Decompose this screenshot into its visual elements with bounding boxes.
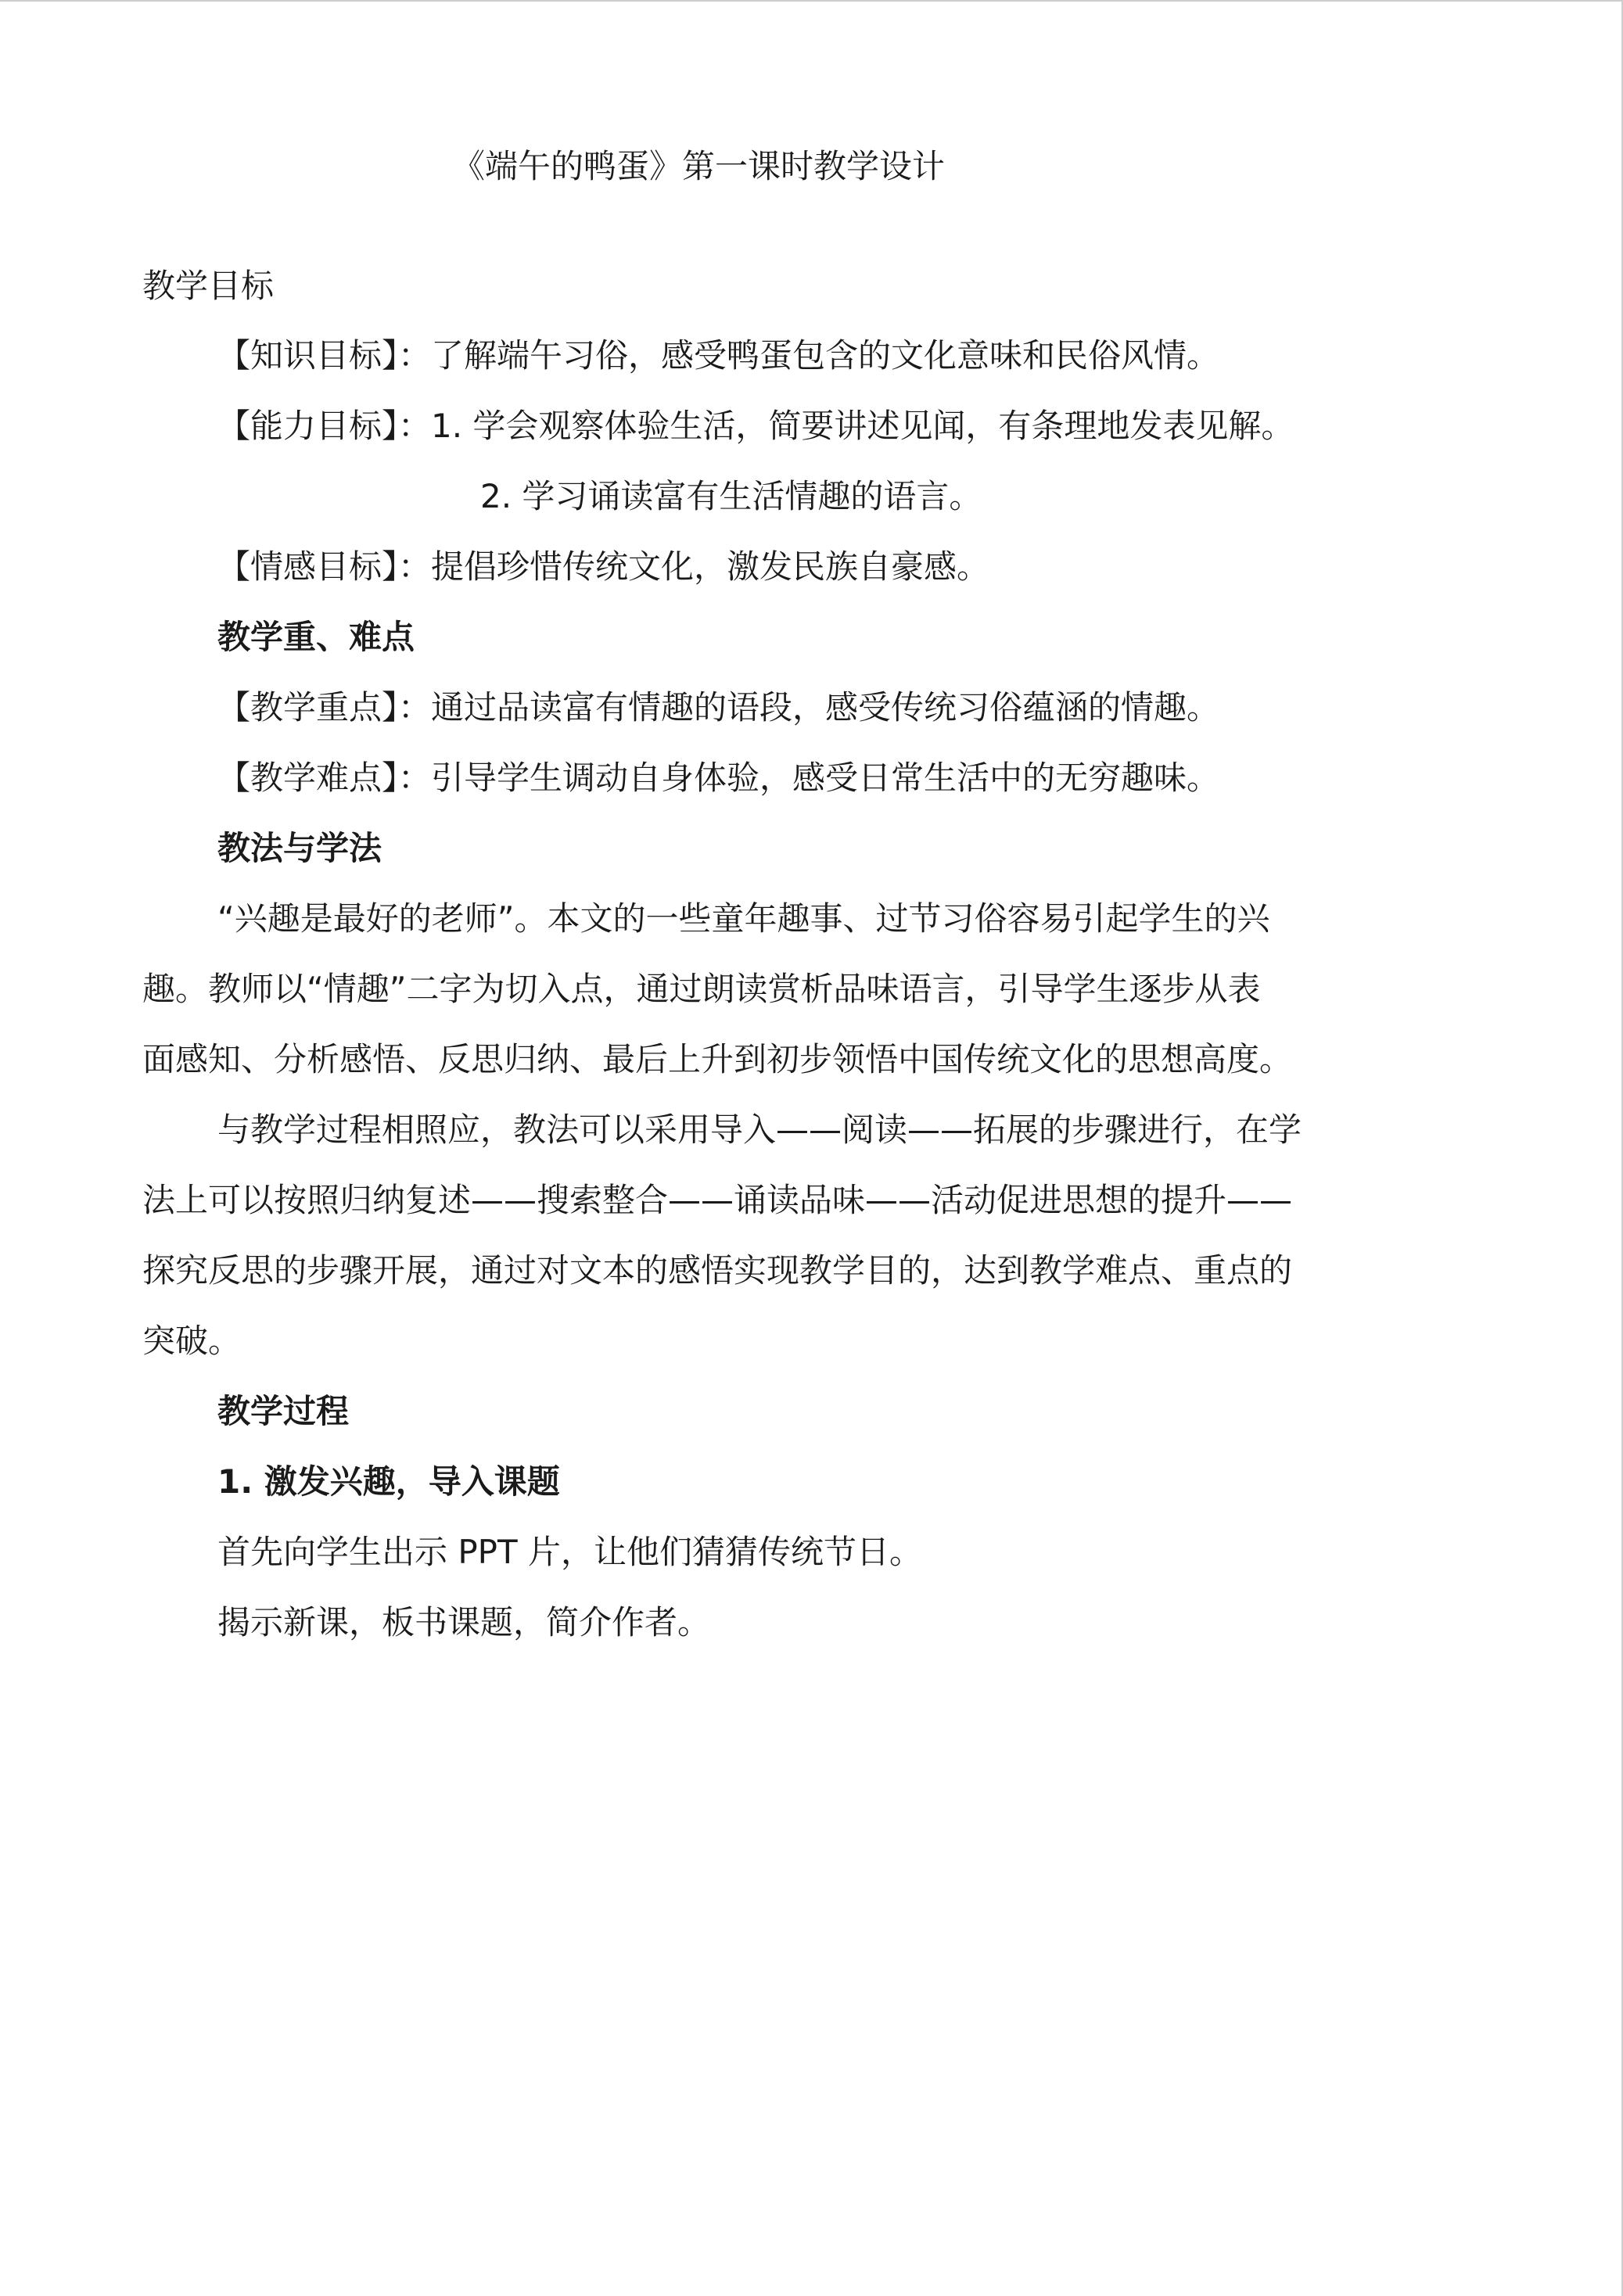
methods-paragraph-2-line-2: 法上可以按照归纳复述——搜索整合——诵读品味——活动促进思想的提升—— — [142, 1181, 1293, 1219]
process-step-1-line-2: 揭示新课，板书课题，简介作者。 — [217, 1603, 711, 1641]
document-title: 《端午的鸭蛋》第一课时教学设计 — [452, 147, 946, 185]
ability-objective-1: 【能力目标】：1. 学会观察体验生活，简要讲述见闻，有条理地发表见解。 — [217, 407, 1294, 445]
methods-paragraph-2-line-4: 突破。 — [142, 1322, 242, 1360]
methods-paragraph-1-line-3: 面感知、分析感悟、反思归纳、最后上升到初步领悟中国传统文化的思想高度。 — [142, 1040, 1293, 1078]
knowledge-objective: 【知识目标】：了解端午习俗，感受鸭蛋包含的文化意味和民俗风情。 — [217, 336, 1220, 375]
teaching-focus: 【教学重点】：通过品读富有情趣的语段，感受传统习俗蕴涵的情趣。 — [217, 688, 1220, 726]
key-points-heading: 教学重、难点 — [217, 618, 415, 656]
objectives-heading: 教学目标 — [142, 267, 275, 305]
methods-paragraph-1-line-2: 趣。教师以“情趣”二字为切入点，通过朗读赏析品味语言，引导学生逐步从表 — [142, 970, 1261, 1008]
process-heading: 教学过程 — [217, 1392, 350, 1430]
teaching-difficulty: 【教学难点】：引导学生调动自身体验，感受日常生活中的无穷趣味。 — [217, 759, 1220, 797]
ability-objective-2: 2. 学习诵读富有生活情趣的语言。 — [480, 477, 982, 515]
process-step-1-line-1: 首先向学生出示 PPT 片，让他们猜猜传统节日。 — [217, 1533, 923, 1571]
methods-paragraph-2-line-3: 探究反思的步骤开展，通过对文本的感悟实现教学目的，达到教学难点、重点的 — [142, 1251, 1293, 1290]
methods-heading: 教法与学法 — [217, 829, 382, 867]
methods-paragraph-2-line-1: 与教学过程相照应，教法可以采用导入——阅读——拓展的步骤进行，在学 — [217, 1110, 1302, 1149]
emotion-objective: 【情感目标】：提倡珍惜传统文化，激发民族自豪感。 — [217, 547, 990, 586]
methods-paragraph-1-line-1: “兴趣是最好的老师”。本文的一些童年趣事、过节习俗容易引起学生的兴 — [217, 899, 1270, 938]
page-border-top — [0, 0, 1623, 2]
process-step-1-heading: 1. 激发兴趣，导入课题 — [217, 1462, 560, 1501]
